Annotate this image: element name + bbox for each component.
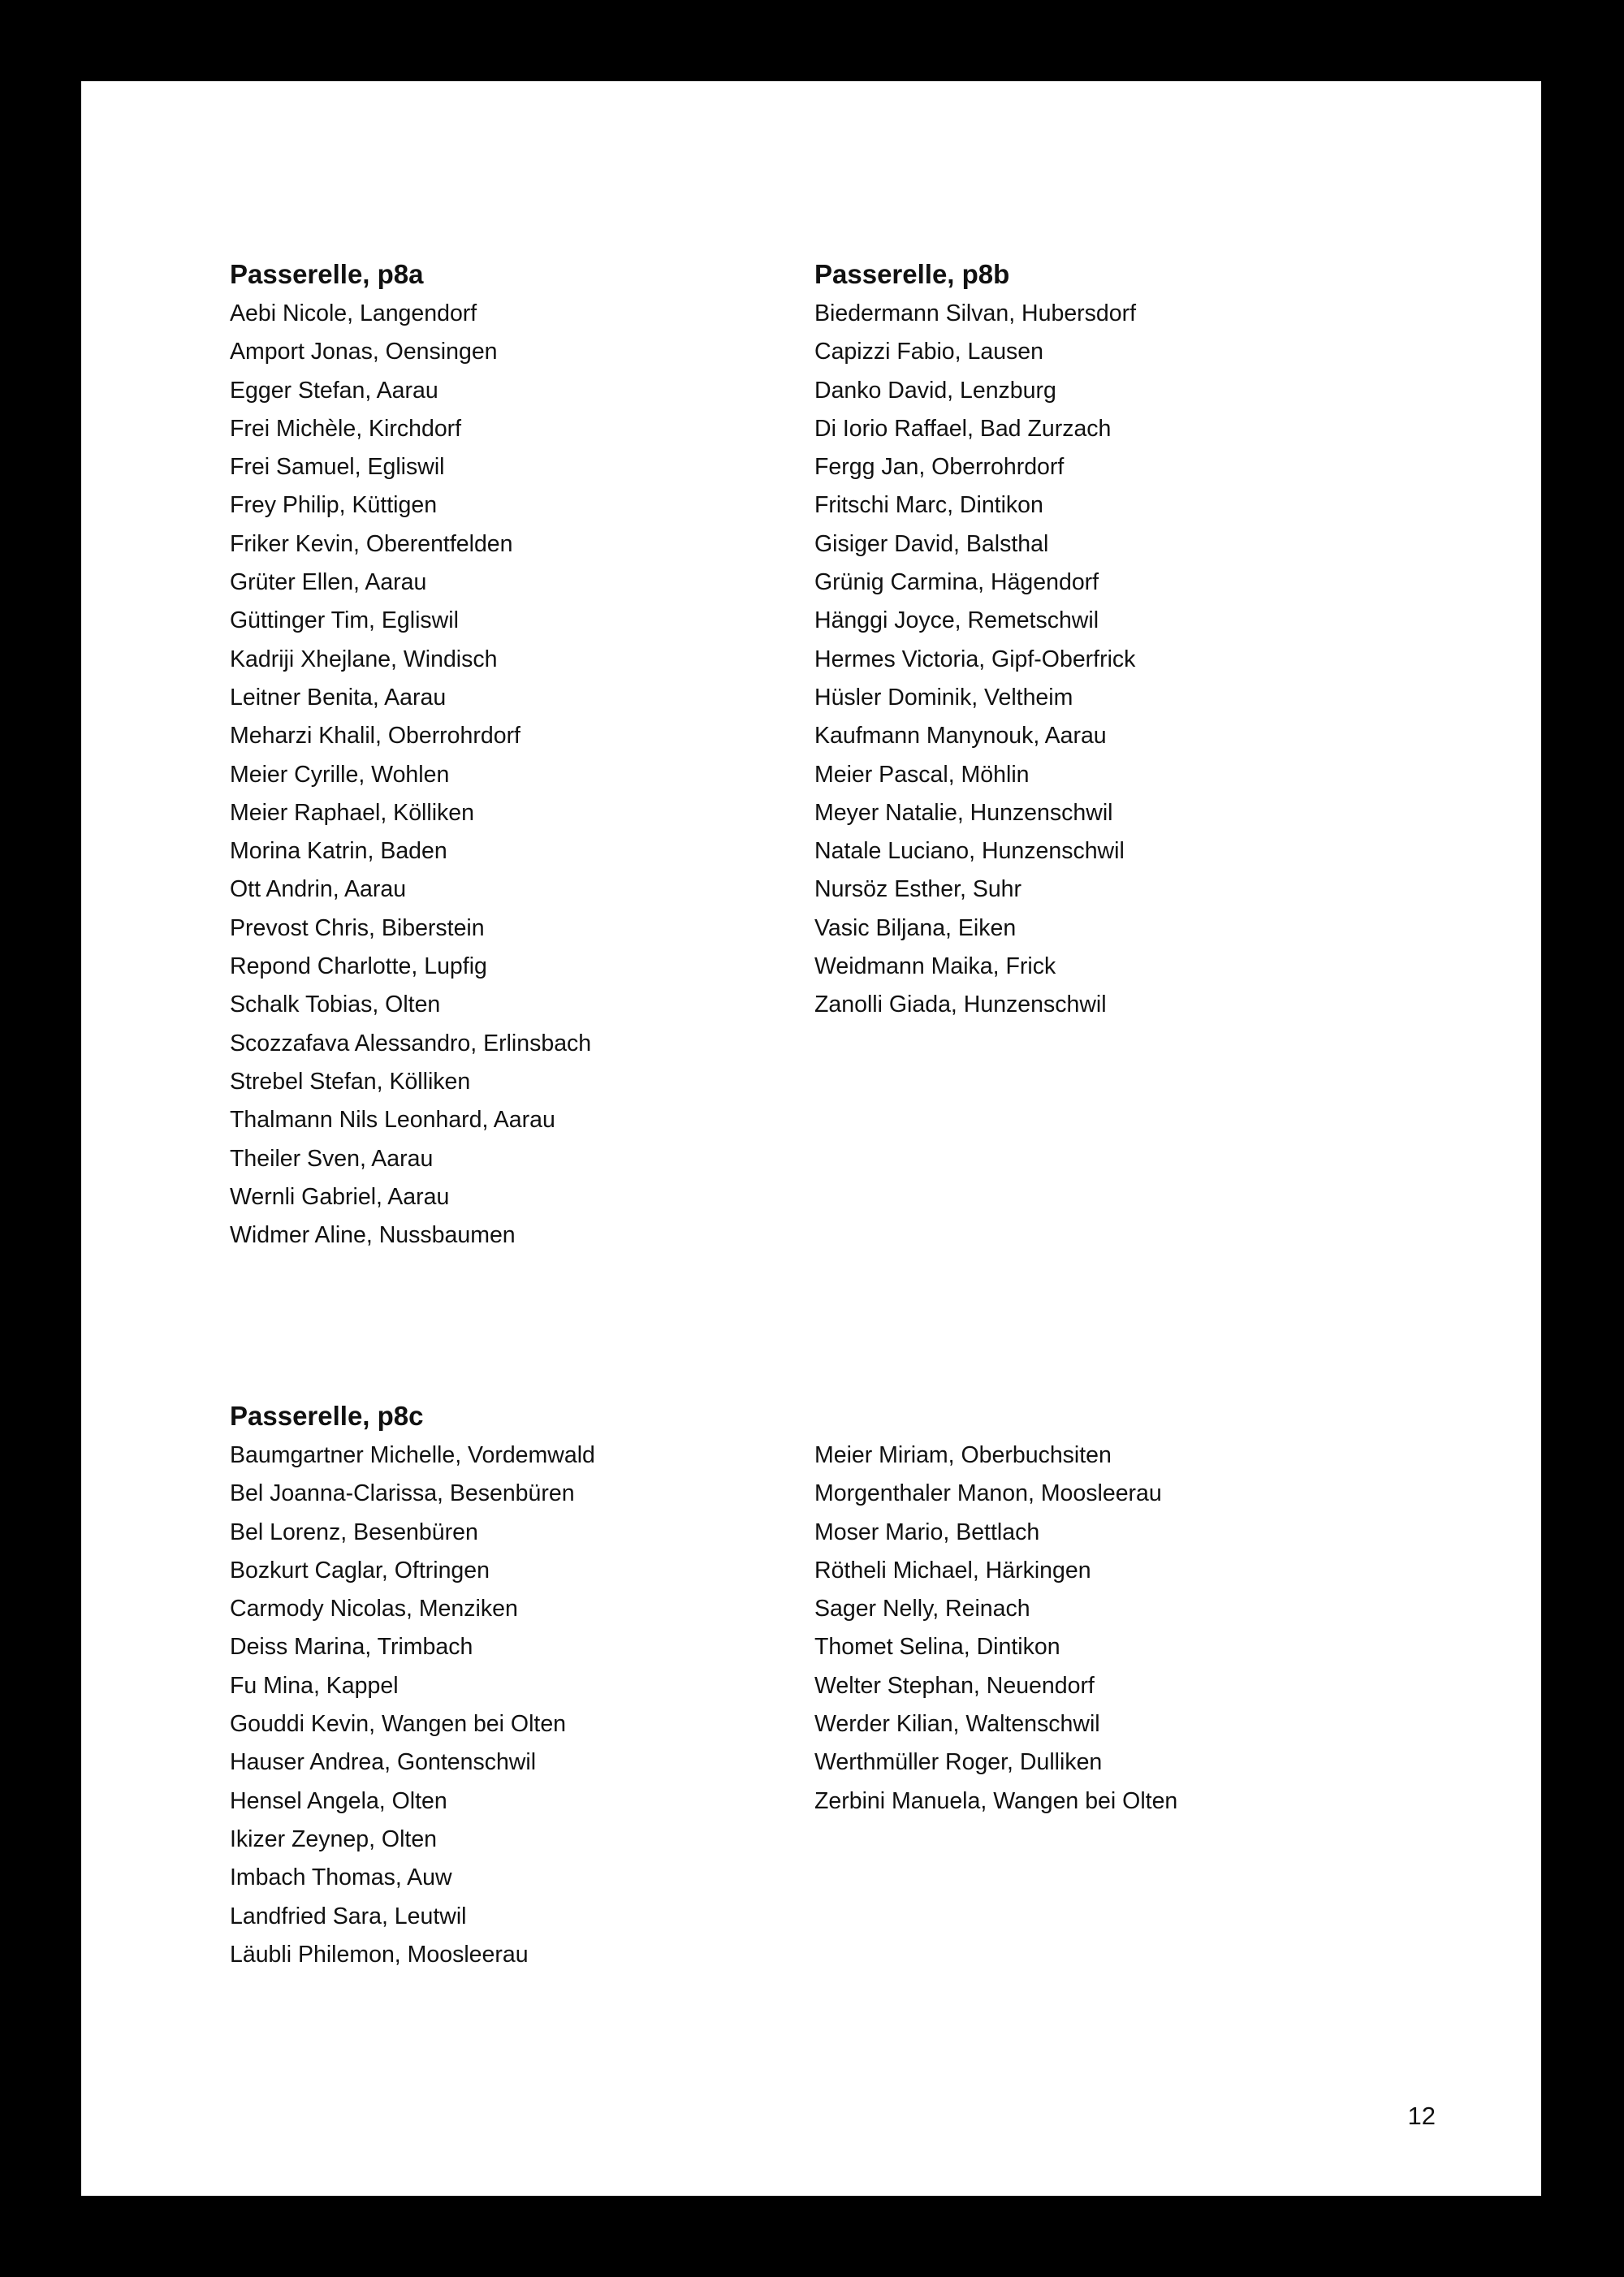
student-entry: Gisiger David, Balsthal — [814, 530, 1049, 557]
class-section-p8b — [814, 254, 1136, 1025]
student-entry: Meier Pascal, Möhlin — [814, 761, 1030, 788]
student-entry: Nursöz Esther, Suhr — [814, 876, 1022, 903]
student-entry: Hermes Victoria, Gipf-Oberfrick — [814, 646, 1136, 672]
page-number: 12 — [1407, 2102, 1436, 2130]
student-entry: Moser Mario, Bettlach — [814, 1519, 1040, 1545]
student-entry: Meier Cyrille, Wohlen — [230, 761, 450, 788]
student-entry: Hänggi Joyce, Remetschwil — [814, 607, 1099, 634]
student-entry: Bel Joanna-Clarissa, Besenbüren — [230, 1480, 575, 1507]
student-entry: Hauser Andrea, Gontenschwil — [230, 1749, 537, 1776]
student-entry: Amport Jonas, Oensingen — [230, 339, 498, 365]
student-entry: Friker Kevin, Oberentfelden — [230, 530, 513, 557]
student-entry: Gouddi Kevin, Wangen bei Olten — [230, 1711, 567, 1738]
student-entry: Werder Kilian, Waltenschwil — [814, 1711, 1100, 1738]
student-entry: Widmer Aline, Nussbaumen — [230, 1222, 516, 1249]
student-entry: Sager Nelly, Reinach — [814, 1596, 1030, 1622]
student-entry: Danko David, Lenzburg — [814, 377, 1056, 404]
student-entry: Fu Mina, Kappel — [230, 1672, 399, 1699]
student-entry: Frei Michèle, Kirchdorf — [230, 415, 462, 442]
student-list-p8b — [814, 295, 1136, 1025]
student-entry: Ott Andrin, Aarau — [230, 876, 407, 903]
student-entry: Deiss Marina, Trimbach — [230, 1634, 473, 1661]
student-entry: Vasic Biljana, Eiken — [814, 914, 1017, 941]
student-entry: Bozkurt Caglar, Oftringen — [230, 1557, 490, 1584]
section-title-p8b: Passerelle, p8b — [814, 259, 1010, 289]
student-entry: Morina Katrin, Baden — [230, 838, 447, 865]
student-entry: Thalmann Nils Leonhard, Aarau — [230, 1107, 555, 1134]
student-entry: Theiler Sven, Aarau — [230, 1145, 434, 1172]
student-entry: Meyer Natalie, Hunzenschwil — [814, 799, 1113, 826]
student-entry: Baumgartner Michelle, Vordemwald — [230, 1442, 595, 1468]
student-entry: Imbach Thomas, Auw — [230, 1864, 452, 1891]
student-entry: Strebel Stefan, Kölliken — [230, 1068, 471, 1095]
student-entry: Meier Raphael, Kölliken — [230, 799, 474, 826]
student-entry: Läubli Philemon, Moosleerau — [230, 1941, 529, 1968]
student-entry: Thomet Selina, Dintikon — [814, 1634, 1060, 1661]
student-entry: Kadriji Xhejlane, Windisch — [230, 646, 498, 672]
student-list-p8a — [230, 295, 591, 1255]
student-entry: Aebi Nicole, Langendorf — [230, 300, 477, 326]
student-entry: Egger Stefan, Aarau — [230, 377, 438, 404]
student-entry: Rötheli Michael, Härkingen — [814, 1557, 1091, 1584]
student-entry: Hensel Angela, Olten — [230, 1787, 447, 1814]
student-entry: Zanolli Giada, Hunzenschwil — [814, 992, 1107, 1018]
student-entry: Di Iorio Raffael, Bad Zurzach — [814, 415, 1112, 442]
student-entry: Carmody Nicolas, Menziken — [230, 1596, 518, 1622]
class-section-p8c-continued — [814, 1437, 1177, 1821]
student-entry: Schalk Tobias, Olten — [230, 992, 441, 1018]
student-entry: Hüsler Dominik, Veltheim — [814, 684, 1073, 711]
class-section-p8c — [230, 1396, 595, 1974]
student-entry: Meharzi Khalil, Oberrohrdorf — [230, 723, 520, 750]
student-list-p8c-left — [230, 1437, 595, 1974]
student-entry: Ikizer Zeynep, Olten — [230, 1825, 438, 1852]
section-title-p8c: Passerelle, p8c — [230, 1401, 424, 1431]
student-list-p8c-right — [814, 1437, 1177, 1821]
student-entry: Wernli Gabriel, Aarau — [230, 1183, 450, 1210]
student-entry: Frey Philip, Küttigen — [230, 492, 438, 519]
student-entry: Morgenthaler Manon, Moosleerau — [814, 1480, 1162, 1507]
student-entry: Werthmüller Roger, Dulliken — [814, 1749, 1103, 1776]
student-entry: Repond Charlotte, Lupfig — [230, 953, 487, 980]
student-entry: Fergg Jan, Oberrohrdorf — [814, 454, 1065, 481]
student-entry: Prevost Chris, Biberstein — [230, 914, 485, 941]
section-title-p8a: Passerelle, p8a — [230, 259, 424, 289]
student-entry: Weidmann Maika, Frick — [814, 953, 1056, 980]
document-page — [81, 81, 1541, 2196]
student-entry: Capizzi Fabio, Lausen — [814, 339, 1043, 365]
student-entry: Grüter Ellen, Aarau — [230, 569, 427, 596]
student-entry: Leitner Benita, Aarau — [230, 684, 447, 711]
student-entry: Fritschi Marc, Dintikon — [814, 492, 1043, 519]
student-entry: Biedermann Silvan, Hubersdorf — [814, 300, 1137, 326]
student-entry: Frei Samuel, Egliswil — [230, 454, 445, 481]
student-entry: Scozzafava Alessandro, Erlinsbach — [230, 1030, 592, 1056]
student-entry: Meier Miriam, Oberbuchsiten — [814, 1442, 1112, 1468]
student-entry: Zerbini Manuela, Wangen bei Olten — [814, 1787, 1178, 1814]
student-entry: Grünig Carmina, Hägendorf — [814, 569, 1099, 596]
class-section-p8a — [230, 254, 591, 1255]
student-entry: Welter Stephan, Neuendorf — [814, 1672, 1095, 1699]
student-entry: Güttinger Tim, Egliswil — [230, 607, 459, 634]
student-entry: Landfried Sara, Leutwil — [230, 1903, 467, 1929]
student-entry: Natale Luciano, Hunzenschwil — [814, 838, 1125, 865]
student-entry: Bel Lorenz, Besenbüren — [230, 1519, 478, 1545]
student-entry: Kaufmann Manynouk, Aarau — [814, 723, 1107, 750]
